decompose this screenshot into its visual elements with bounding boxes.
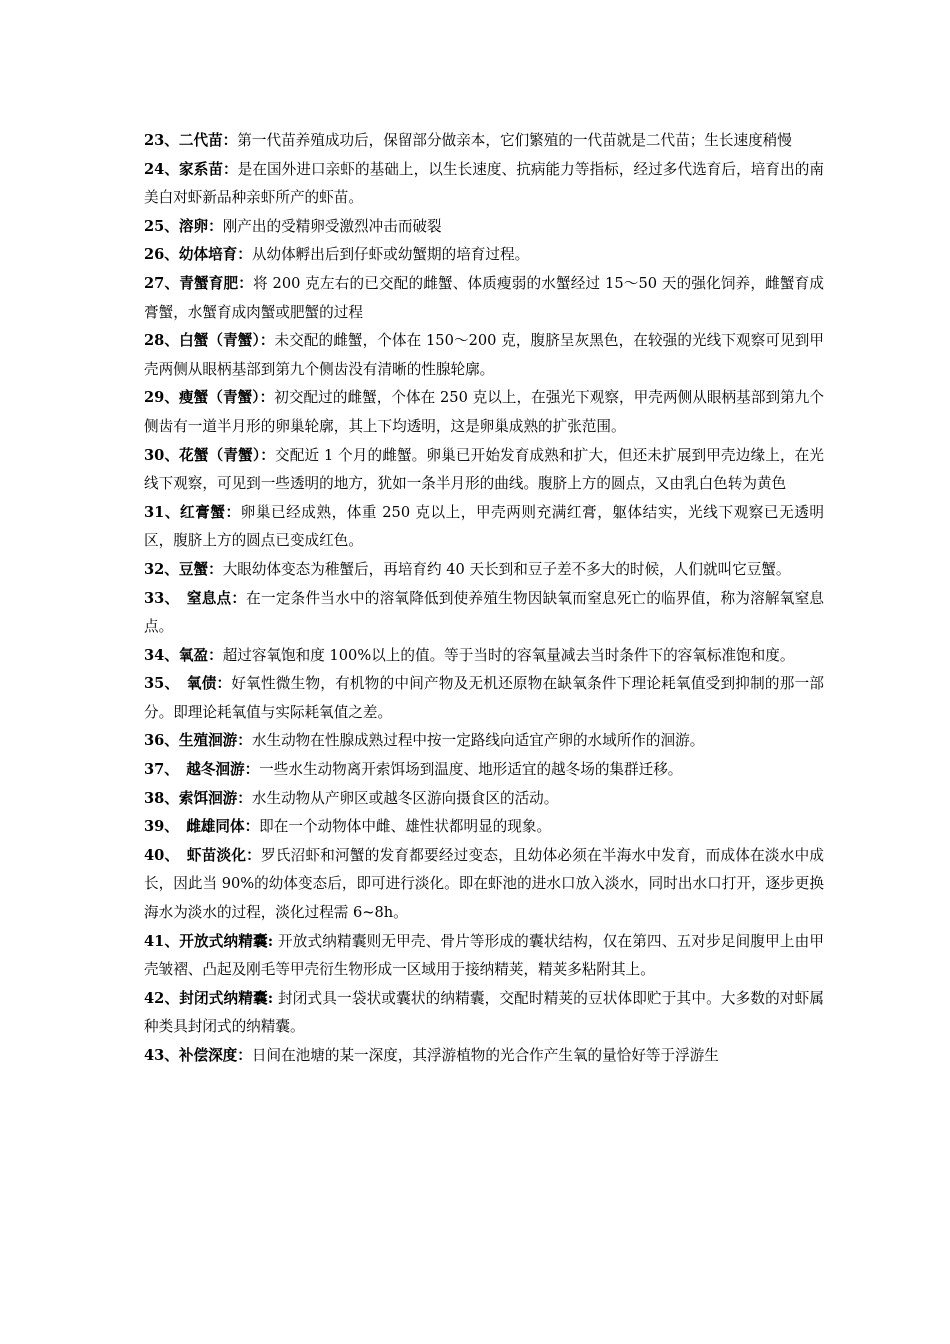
term-label: 23、二代苗： — [144, 132, 238, 149]
entry-27 — [144, 270, 824, 327]
term-label: 43、补偿深度： — [144, 1047, 252, 1064]
term-label: 36、生殖洄游： — [144, 732, 252, 750]
entry-38 — [144, 785, 824, 814]
term-definition: 是在国外进口亲虾的基础上，以生长速度、抗病能力等指标，经过多代选育后，培育出的南美白对虾新品种亲虾所产的虾苗。 — [144, 160, 824, 207]
term-definition: 好氧性微生物，有机物的中间产物及无机还原物在缺氧条件下理论耗氧值受到抑制的那一部分。即理论耗氧值与实际耗氧值之差。 — [144, 675, 824, 721]
term-label: 29、瘦蟹（青蟹）： — [144, 389, 275, 407]
term-label: 39、 雌雄同体： — [144, 818, 260, 836]
term-definition: 水生动物从产卵区或越冬区游向摄食区的活动。 — [251, 789, 559, 807]
term-definition: 初交配过的雌蟹，个体在 250 克以上，在强光下观察，甲壳两侧从眼柄基部到第九个侧齿有一道半月形的卵巢轮廓，其上下均透明，这是卵巢成熟的扩张范围。 — [144, 389, 825, 435]
term-label: 42、封闭式纳精囊: — [144, 989, 274, 1007]
term-definition: 交配近 1 个月的雌蟹。卵巢已开始发育成熟和扩大，但还未扩展到甲壳边缘上，在光线下观察，可见到一些透明的地方，犹如一条半月形的曲线。腹脐上方的圆点，又由乳白色转为黄色 — [144, 446, 824, 493]
entry-33 — [144, 585, 824, 642]
entry-25 — [144, 213, 824, 242]
entry-35 — [144, 670, 824, 727]
entry-43 — [144, 1042, 824, 1071]
term-definition: 水生动物在性腺成熟过程中按一定路线向适宜产卵的水域所作的洄游。 — [251, 732, 705, 750]
entry-26 — [144, 241, 824, 270]
term-label: 25、溶卵： — [144, 217, 223, 235]
term-definition: 即在一个动物体中雌、雄性状都明显的现象。 — [259, 818, 552, 836]
term-definition: 第一代苗养殖成功后，保留部分做亲本，它们繁殖的一代苗就是二代苗；生长速度稍慢 — [237, 132, 792, 149]
term-label: 38、索饵洄游： — [144, 789, 252, 807]
term-label: 40、 虾苗淡化： — [144, 846, 261, 864]
term-label: 27、青蟹育肥： — [144, 274, 253, 292]
term-definition: 刚产出的受精卵受激烈冲击而破裂 — [222, 217, 442, 235]
term-definition: 将 200 克左右的已交配的雌蟹、体质瘦弱的水蟹经过 15～50 天的强化饲养，雌蟹育成膏蟹，水蟹育成肉蟹或肥蟹的过程 — [144, 274, 824, 321]
entry-32 — [144, 556, 824, 585]
term-label: 28、白蟹（青蟹）： — [144, 332, 275, 350]
entry-34 — [144, 642, 824, 671]
term-label: 24、家系苗： — [144, 160, 238, 178]
term-definition: 日间在池塘的某一深度，其浮游植物的光合作产生氧的量恰好等于浮游生 — [251, 1047, 719, 1064]
entry-42 — [144, 985, 824, 1042]
term-label: 31、红膏蟹： — [144, 503, 241, 521]
term-definition: 在一定条件当水中的溶氧降低到使养殖生物因缺氧而窒息死亡的临界值，称为溶解氧窒息点。 — [144, 589, 824, 636]
entry-41 — [144, 928, 824, 985]
term-label: 35、 氧债： — [144, 675, 232, 693]
term-label: 32、豆蟹： — [144, 560, 223, 578]
entry-39 — [144, 813, 824, 842]
term-definition: 罗氏沼虾和河蟹的发育都要经过变态，且幼体必须在半海水中发育，而成体在淡水中成长，因此当 90%的幼体变态后，即可进行淡化。即在虾池的进水口放入淡水，同时出水口打开，逐步更换海水为淡水的过程，淡化过程需 6~8h。 — [144, 846, 824, 922]
document-body — [144, 127, 824, 1071]
entry-30 — [144, 442, 824, 499]
term-definition: 开放式纳精囊则无甲壳、骨片等形成的囊状结构，仅在第四、五对步足间腹甲上由甲壳皱褶、凸起及刚毛等甲壳衍生物形成一区域用于接纳精荚，精荚多粘附其上。 — [144, 932, 824, 979]
term-label: 41、开放式纳精囊: — [144, 932, 274, 950]
term-label: 26、幼体培育： — [144, 246, 252, 264]
entry-23 — [144, 127, 824, 156]
entry-36 — [144, 727, 824, 756]
term-definition: 一些水生动物离开索饵场到温度、地形适宜的越冬场的集群迁移。 — [259, 761, 683, 779]
term-label: 30、花蟹（青蟹）： — [144, 446, 275, 464]
term-definition: 封闭式具一袋状或囊状的纳精囊，交配时精荚的豆状体即贮于其中。大多数的对虾属种类具封闭式的纳精囊。 — [144, 989, 824, 1036]
term-definition: 未交配的雌蟹，个体在 150～200 克，腹脐呈灰黑色，在较强的光线下观察可见到甲壳两侧从眼柄基部到第九个侧齿没有清晰的性腺轮廓。 — [144, 332, 824, 378]
term-label: 33、 窒息点： — [144, 589, 247, 607]
term-definition: 超过容氧饱和度 100%以上的值。等于当时的容氧量减去当时条件下的容氧标准饱和度。 — [222, 646, 795, 664]
entry-31 — [144, 499, 824, 556]
entry-24 — [144, 156, 824, 213]
entry-28 — [144, 327, 824, 384]
entry-29 — [144, 384, 824, 441]
term-definition: 大眼幼体变态为稚蟹后，再培育约 40 天长到和豆子差不多大的时候，人们就叫它豆蟹。 — [222, 560, 791, 578]
term-label: 37、 越冬洄游： — [144, 761, 260, 779]
term-label: 34、氧盈： — [144, 646, 223, 664]
entry-40 — [144, 842, 824, 928]
term-definition: 从幼体孵出后到仔虾或幼蟹期的培育过程。 — [251, 246, 530, 264]
term-definition: 卵巢已经成熟，体重 250 克以上，甲壳两则充满红膏，躯体结实，光线下观察已无透明区，腹脐上方的圆点已变成红色。 — [144, 503, 824, 550]
entry-37 — [144, 756, 824, 785]
